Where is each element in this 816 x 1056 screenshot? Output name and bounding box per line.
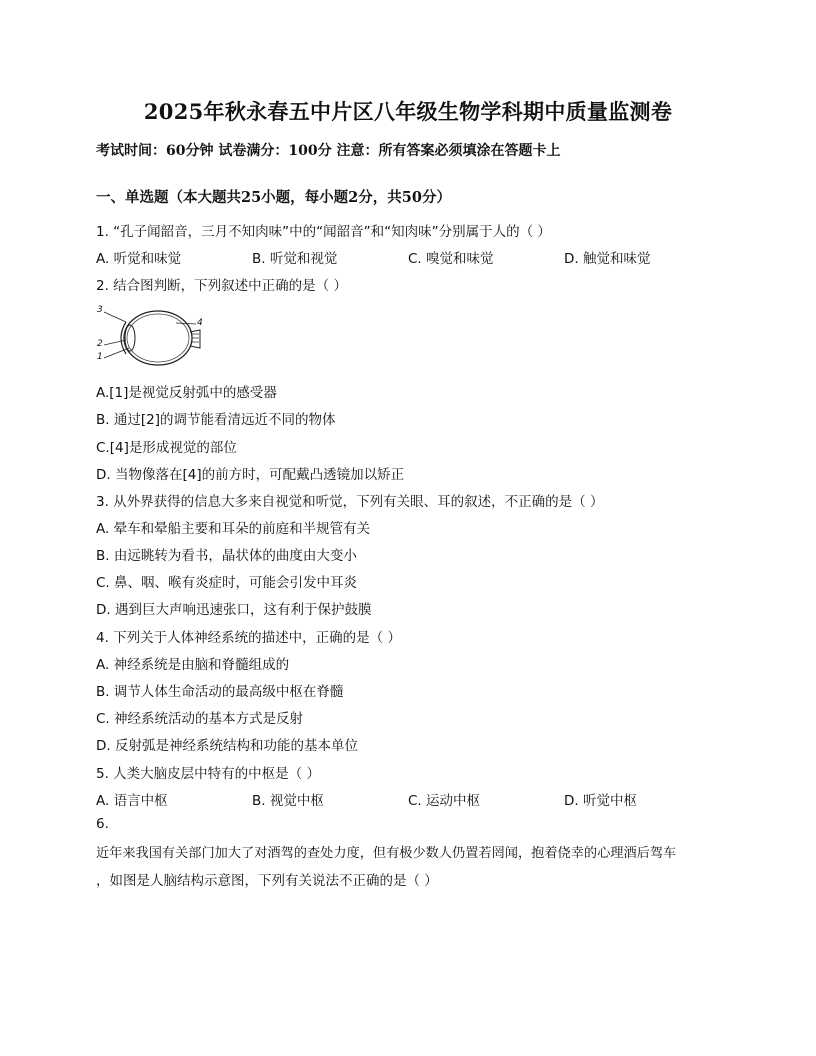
q2-stem: 2. 结合图判断，下列叙述中正确的是（ ） bbox=[96, 278, 347, 294]
q2-option-c: C.[4]是形成视觉的部位 bbox=[96, 440, 237, 456]
section-heading: 一、单选题（本大题共25小题，每小题2分，共50分） bbox=[96, 189, 451, 206]
q5-option-d: D. 听觉中枢 bbox=[564, 793, 637, 809]
q5-option-a: A. 语言中枢 bbox=[96, 793, 168, 809]
q5-option-b: B. 视觉中枢 bbox=[252, 793, 324, 809]
q5-stem: 5. 人类大脑皮层中特有的中枢是（ ） bbox=[96, 766, 320, 782]
q6-number: 6. bbox=[96, 816, 109, 832]
q1-option-a: A. 听觉和味觉 bbox=[96, 251, 182, 267]
q3-option-d: D. 遇到巨大声响迅速张口，这有利于保护鼓膜 bbox=[96, 602, 372, 618]
q1-option-b: B. 听觉和视觉 bbox=[252, 251, 338, 267]
q1-option-d: D. 触觉和味觉 bbox=[564, 251, 651, 267]
q6-stem-line2: ，如图是人脑结构示意图，下列有关说法不正确的是（ ） bbox=[96, 873, 438, 889]
q5-option-c: C. 运动中枢 bbox=[408, 793, 481, 809]
exam-title: 2025年秋永春五中片区八年级生物学科期中质量监测卷 bbox=[143, 99, 673, 124]
q4-option-c: C. 神经系统活动的基本方式是反射 bbox=[96, 711, 304, 727]
eye-label-3: 3 bbox=[97, 305, 103, 315]
q4-option-a: A. 神经系统是由脑和脊髓组成的 bbox=[96, 657, 290, 673]
q3-option-c: C. 鼻、咽、喉有炎症时，可能会引发中耳炎 bbox=[96, 575, 358, 591]
q6-stem-line1: 近年来我国有关部门加大了对酒驾的查处力度，但有极少数人仍置若罔闻，抱着侥幸的心理酒后驾车 bbox=[96, 846, 677, 861]
eye-label-1: 1 bbox=[97, 352, 103, 362]
q4-option-d: D. 反射弧是神经系统结构和功能的基本单位 bbox=[96, 738, 358, 754]
q4-option-b: B. 调节人体生命活动的最高级中枢在脊髓 bbox=[96, 684, 344, 700]
q4-stem: 4. 下列关于人体神经系统的描述中，正确的是（ ） bbox=[96, 630, 401, 646]
eye-diagram bbox=[96, 302, 206, 372]
q3-option-a: A. 晕车和晕船主要和耳朵的前庭和半规管有关 bbox=[96, 521, 371, 537]
q3-option-b: B. 由远眺转为看书，晶状体的曲度由大变小 bbox=[96, 548, 357, 564]
eye-label-2: 2 bbox=[97, 339, 103, 349]
q1-option-c: C. 嗅觉和味觉 bbox=[408, 251, 494, 267]
q2-option-a: A.[1]是视觉反射弧中的感受器 bbox=[96, 385, 277, 401]
exam-info: 考试时间：60分钟 试卷满分：100分 注意：所有答案必须填涂在答题卡上 bbox=[96, 143, 561, 159]
q2-option-d: D. 当物像落在[4]的前方时，可配戴凸透镜加以矫正 bbox=[96, 467, 405, 483]
eye-label-4: 4 bbox=[197, 318, 203, 328]
q2-option-b: B. 通过[2]的调节能看清远近不同的物体 bbox=[96, 412, 336, 428]
q1-stem: 1. “孔子闻韶音，三月不知肉味”中的“闻韶音”和“知肉味”分别属于人的（ ） bbox=[96, 224, 551, 240]
q3-stem: 3. 从外界获得的信息大多来自视觉和听觉，下列有关眼、耳的叙述，不正确的是（ ） bbox=[96, 494, 604, 510]
